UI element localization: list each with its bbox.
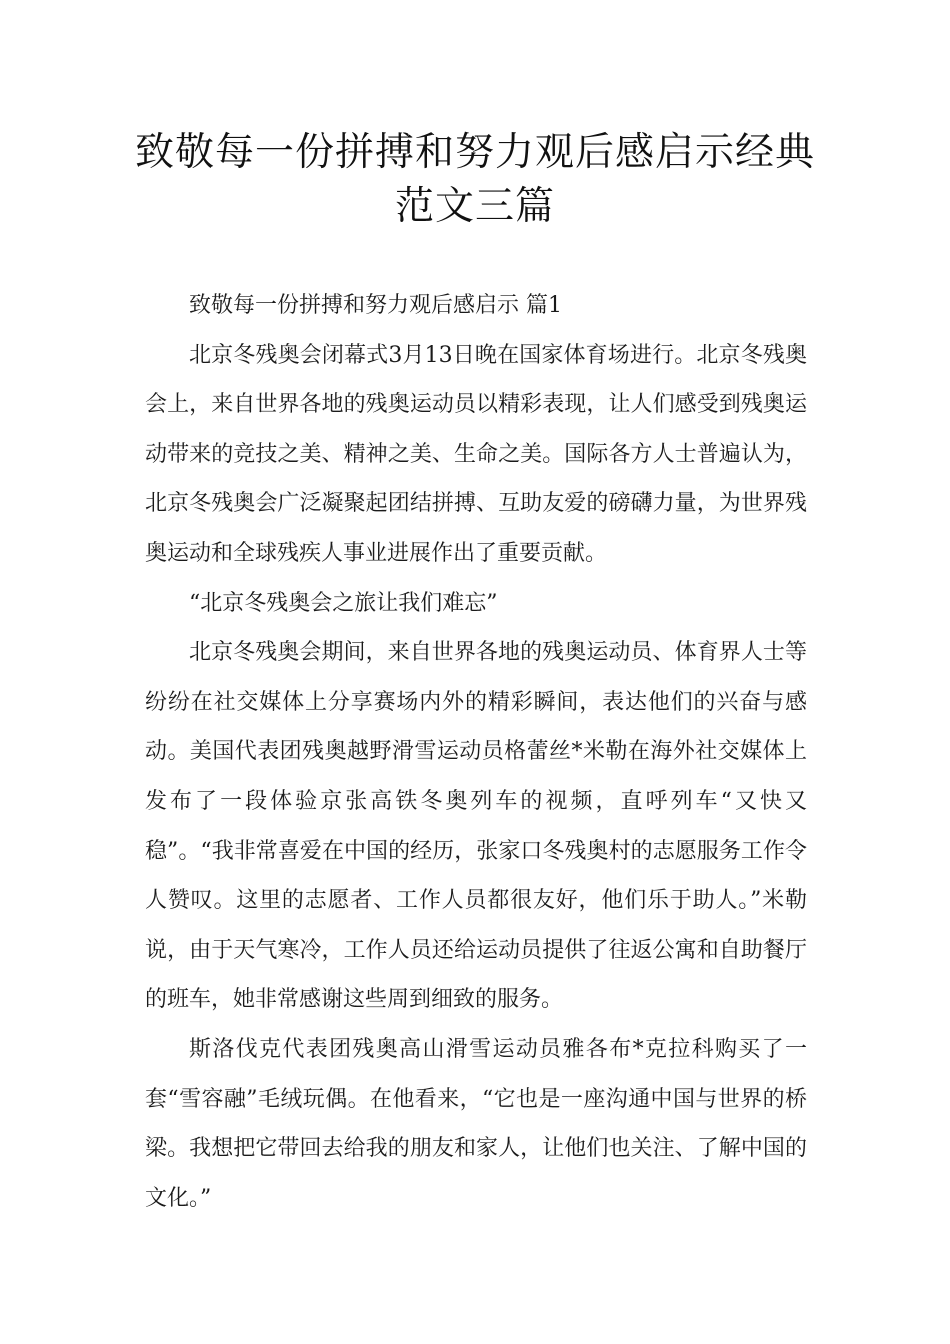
document-body [145,281,807,1223]
paragraph: 斯洛伐克代表团残奥高山滑雪运动员雅各布*克拉科购买了一套“雪容融”毛绒玩偶。在他看来，“它也是一座沟通中国与世界的桥梁。我想把它带回去给我的朋友和家人，让他们也关注、了解中国的文化。” [145,1036,807,1211]
title-line-1: 致敬每一份拼搏和努力观后感启示经典 [134,130,815,175]
section-heading: 致敬每一份拼搏和努力观后感启示 篇1 [189,293,562,318]
document-title [120,126,830,234]
paragraph: 北京冬残奥会闭幕式3月13日晚在国家体育场进行。北京冬残奥会上，来自世界各地的残奥运动员以精彩表现，让人们感受到残奥运动带来的竞技之美、精神之美、生命之美。国际各方人士普遍认为，北京冬残奥会广泛凝聚起团结拼搏、互助友爱的磅礴力量，为世界残奥运动和全球残疾人事业进展作出了重要贡献。 [145,342,807,566]
title-line-2: 范文三篇 [394,184,555,229]
quote-heading: “北京冬残奥会之旅让我们难忘” [189,590,498,616]
paragraph: 北京冬残奥会期间，来自世界各地的残奥运动员、体育界人士等纷纷在社交媒体上分享赛场内外的精彩瞬间，表达他们的兴奋与感动。美国代表团残奥越野滑雪运动员格蕾丝*米勒在海外社交媒体上发布了一段体验京张高铁冬奥列车的视频，直呼列车“又快又稳”。“我非常喜爱在中国的经历，张家口冬残奥村的志愿服务工作令人赞叹。这里的志愿者、工作人员都很友好，他们乐于助人。”米勒说，由于天气寒冷，工作人员还给运动员提供了往返公寓和自助餐厅的班车，她非常感谢这些周到细致的服务。 [145,640,807,1013]
